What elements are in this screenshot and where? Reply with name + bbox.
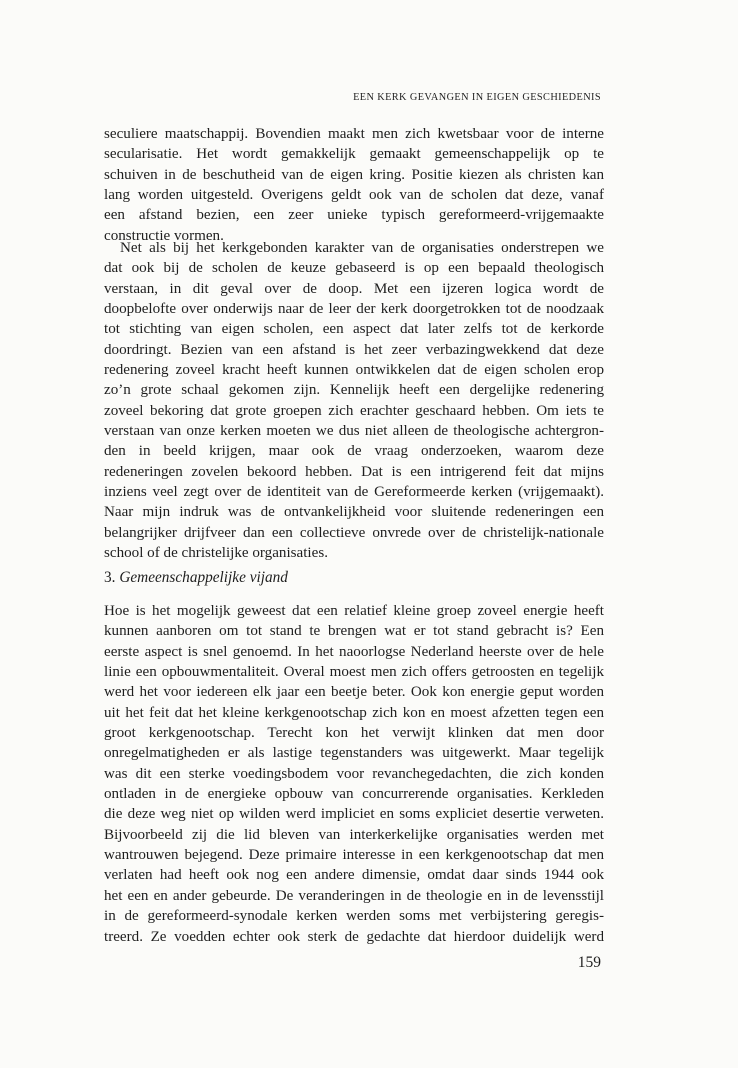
text-line: Bijvoorbeeld zij die lid bleven van interkerkelijke organisaties werden met xyxy=(104,826,604,843)
section-heading xyxy=(104,569,288,587)
page-number: 159 xyxy=(577,954,601,971)
text-line: lang worden uitgesteld. Overigens geldt ook van de scholen dat deze, vanaf xyxy=(104,187,604,204)
text-line: verstaan, in dit geval over de doop. Met een ijzeren logica wordt de xyxy=(104,280,604,297)
section-title: Gemeenschappelijke vijand xyxy=(119,569,288,586)
text-line: onregelmatigheden er als lastige tegenstanders was uitgewerkt. Maar tegelijk xyxy=(104,745,604,762)
text-line: redenering zoveel kracht heeft kunnen ontwikkelen dat de eigen scholen erop xyxy=(104,362,604,379)
text-line: die deze weg niet op wilden werd impliciet en soms expliciet desertie verweten. xyxy=(104,806,604,823)
text-line: treerd. Ze voedden echter ook sterk de gedachte dat hierdoor duidelijk werd xyxy=(104,928,604,945)
text-line: was dit een sterke voedingsbodem voor revanchegedachten, die zich konden xyxy=(104,765,604,782)
text-line: belangrijker drijfveer dan een collectieve onvrede over de christelijk-nationale xyxy=(104,524,604,541)
text-line: groot kerkgenootschap. Terecht kon het verwijt klinken dat men door xyxy=(104,725,604,742)
text-line: uit het feit dat het kleine kerkgenootschap zich kon en moest afzetten tegen een xyxy=(104,704,604,721)
text-line: redeneringen zovelen bekoord hebben. Dat is een intrigerend feit dat mijns xyxy=(104,463,604,480)
text-line: dat ook bij de scholen de keuze gebaseerd is op een bepaald theologisch xyxy=(104,260,604,277)
text-line: secularisatie. Het wordt gemakkelijk gemaakt gemeenschappelijk op te xyxy=(104,146,604,163)
text-line: schuiven in de beschutheid van de eigen kring. Positie kiezen als christen kan xyxy=(104,166,604,183)
text-line: seculiere maatschappij. Bovendien maakt men zich kwetsbaar voor de interne xyxy=(104,126,604,142)
text-line: wantrouwen bejegend. Deze primaire interesse in een kerkgenootschap dat men xyxy=(104,847,604,864)
text-line: Hoe is het mogelijk geweest dat een relatief kleine groep zoveel energie heeft xyxy=(104,603,604,619)
text-line: doordringt. Bezien van een afstand is het zeer verbazingwekkend dat deze xyxy=(104,341,604,358)
paragraph-3 xyxy=(104,601,604,947)
text-line: verstaan van onze kerken moeten we dus niet alleen de theologische achtergron- xyxy=(104,423,604,440)
text-line: een afstand bezien, een zeer unieke typisch gereformeerd-vrijgemaakte xyxy=(104,207,604,224)
text-line: verlaten had heeft ook nog een andere dimensie, omdat daar sinds 1944 ook xyxy=(104,867,604,884)
text-line: Naar mijn indruk was de ontvankelijkheid voor sluitende redeneringen een xyxy=(104,504,604,521)
text-line: den in beeld krijgen, maar ook de vraag onderzoeken, waarom deze xyxy=(104,443,604,460)
text-line: linie een opbouwmentaliteit. Overal moest men zich offers getroosten en tegelijk xyxy=(104,664,604,681)
text-line: ontladen in de energieke opbouw van concurrerende organisaties. Kerkleden xyxy=(104,786,604,803)
text-line: zo’n grote schaal gekomen zijn. Kennelijk heeft een dergelijke redenering xyxy=(104,382,604,399)
text-line: werd het voor iedereen elk jaar een beetje beter. Ook kon energie geput worden xyxy=(104,684,604,701)
text-line: in de gereformeerd-synodale kerken werden soms met verbijstering geregis- xyxy=(104,908,604,925)
text-line: eerste aspect is snel genoemd. In het naoorlogse Nederland heerste over de hele xyxy=(104,643,604,660)
text-line: school of de christelijke organisaties. xyxy=(104,545,328,562)
text-line: constructie vormen. xyxy=(104,227,224,244)
text-line: Net als bij het kerkgebonden karakter van de organisaties onderstrepen we xyxy=(120,240,604,256)
text-line: tot stichting van eigen scholen, een aspect dat later zelfs tot de kerkorde xyxy=(104,321,604,338)
text-line: kunnen aanboren om tot stand te brengen wat er tot stand gebracht is? Een xyxy=(104,623,604,640)
section-number: 3. xyxy=(104,569,116,586)
running-header: EEN KERK GEVANGEN IN EIGEN GESCHIEDENIS xyxy=(353,92,601,103)
text-line: inziens veel zegt over de identiteit van de Gereformeerde kerken (vrijgemaakt). xyxy=(104,484,604,501)
text-line: doopbelofte over onderwijs naar de leer der kerk doorgetrokken tot de noodzaak xyxy=(104,301,604,318)
paragraph-2 xyxy=(104,238,604,564)
text-line: zoveel bekoring dat grote groepen zich erachter geschaard hebben. Om iets te xyxy=(104,402,604,419)
paragraph-1 xyxy=(104,124,604,246)
text-line: het een en ander gebeurde. De veranderingen in de theologie en in de levensstijl xyxy=(104,887,604,904)
